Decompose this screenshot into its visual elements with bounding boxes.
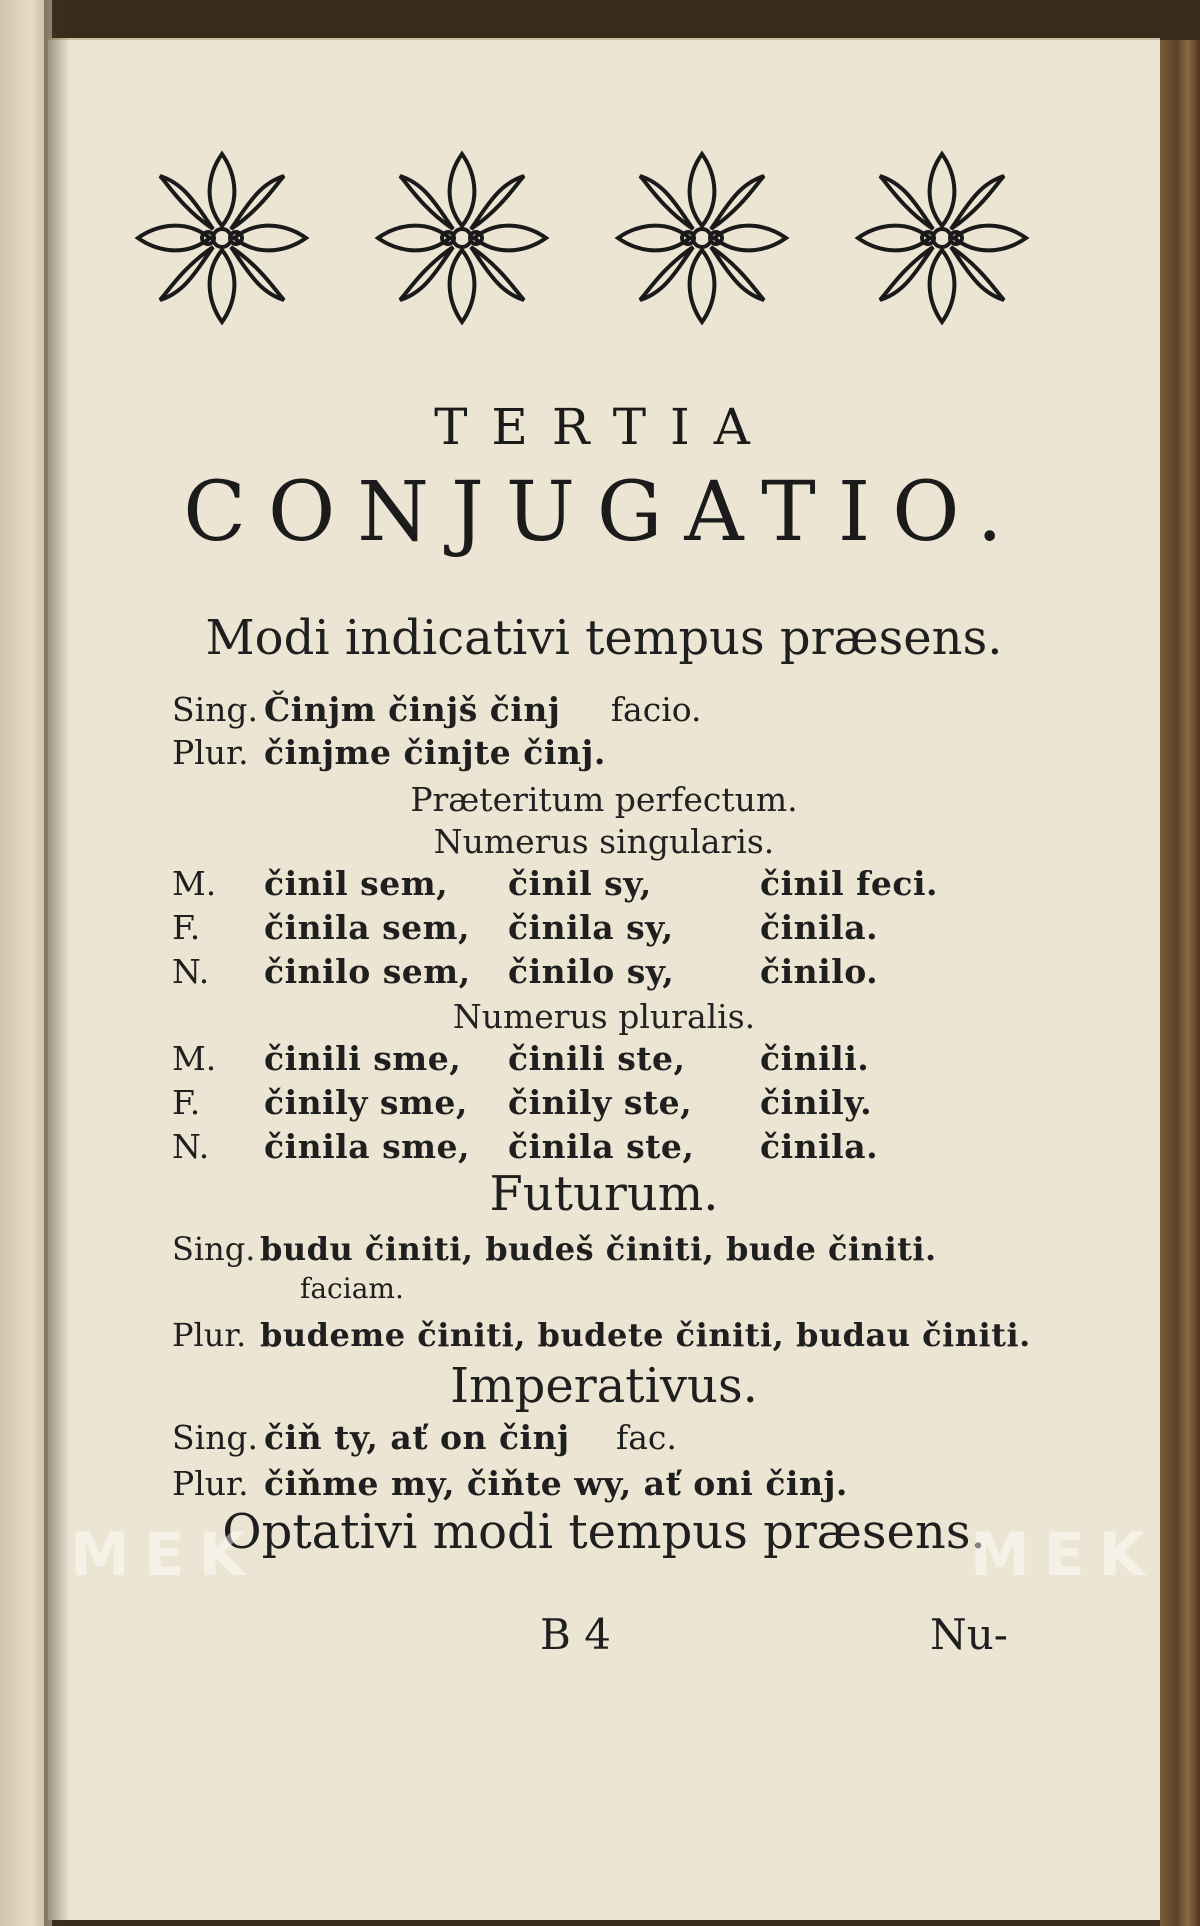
heading-optativus: Optativi modi tempus præsens. [222, 1504, 986, 1560]
form-col-1: činila sem, [264, 908, 471, 947]
perfect-row-n-sing [172, 952, 879, 991]
title-conjugatio: CONJUGATIO. [183, 465, 1025, 560]
form-col-3: činily. [760, 1083, 873, 1122]
form-col-3: činilo. [760, 952, 879, 991]
signature-mark: B 4 [540, 1610, 611, 1659]
row-label: F. [172, 1083, 201, 1122]
row-label: M. [172, 1039, 217, 1078]
latin-gloss: fac. [616, 1418, 677, 1457]
conjugation-forms: budeme činiti, budete činiti, budau činiti. [260, 1316, 1031, 1354]
conjugation-forms: čiňme my, čiňte wy, ať oni činj. [264, 1464, 848, 1503]
heading-indicative: Modi indicativi tempus præsens. [205, 610, 1003, 666]
futurum-sing-line [172, 1230, 937, 1268]
row-label: N. [172, 1127, 210, 1166]
perfect-row-f-plur [172, 1083, 873, 1122]
perfect-row-m-plur [172, 1039, 870, 1078]
form-col-1: činil sem, [264, 864, 449, 903]
rosette-ornament-icon [852, 148, 1032, 328]
imperativus-plur-line [172, 1464, 848, 1503]
row-label: Plur. [172, 1316, 247, 1354]
form-col-2: činila sy, [508, 908, 674, 947]
form-col-2: činily ste, [508, 1083, 693, 1122]
rosette-ornament-icon [372, 148, 552, 328]
conjugation-forms: čiň ty, ať on činj [264, 1418, 570, 1457]
perfect-row-n-plur [172, 1127, 879, 1166]
heading-singular: Numerus singularis. [433, 822, 775, 861]
form-col-3: činili. [760, 1039, 870, 1078]
row-label: Sing. [172, 1418, 259, 1457]
heading-plural: Numerus pluralis. [452, 997, 756, 1036]
futurum-plur-line [172, 1316, 1031, 1354]
form-col-2: činila ste, [508, 1127, 695, 1166]
watermark-right: MEK [970, 1520, 1160, 1590]
form-col-3: činila. [760, 908, 879, 947]
row-label: M. [172, 864, 217, 903]
form-col-1: činila sme, [264, 1127, 471, 1166]
row-label: F. [172, 908, 201, 947]
latin-gloss: facio. [610, 690, 702, 729]
indicative-sing-line [172, 690, 702, 729]
heading-perfect: Præteritum perfectum. [410, 780, 798, 819]
row-label: Plur. [172, 733, 249, 772]
futurum-gloss: faciam. [300, 1272, 404, 1305]
heading-futurum: Futurum. [489, 1166, 719, 1222]
perfect-row-f-sing [172, 908, 879, 947]
row-label: Sing. [172, 1230, 256, 1268]
row-label: N. [172, 952, 210, 991]
imperativus-sing-line [172, 1418, 677, 1457]
conjugation-forms: budu činiti, budeš činiti, bude činiti. [260, 1230, 937, 1268]
form-col-2: činilo sy, [508, 952, 675, 991]
ornament-band [132, 148, 1032, 338]
heading-imperativus: Imperativus. [450, 1358, 758, 1414]
watermark-left: MEK [70, 1520, 260, 1590]
form-col-1: činili sme, [264, 1039, 462, 1078]
form-col-2: činil sy, [508, 864, 652, 903]
title-tertia: TERTIA [434, 398, 774, 456]
row-label: Sing. [172, 690, 259, 729]
form-col-3: činila. [760, 1127, 879, 1166]
perfect-row-m-sing [172, 864, 938, 903]
book-cover-edge [1160, 40, 1200, 1926]
form-col-3: činil feci. [760, 864, 938, 903]
conjugation-forms: činjme činjte činj. [264, 733, 606, 772]
row-label: Plur. [172, 1464, 249, 1503]
spine-shadow [44, 0, 70, 1926]
conjugation-forms: Činjm činjš činj [264, 690, 561, 729]
catchword: Nu- [930, 1610, 1008, 1659]
form-col-2: činili ste, [508, 1039, 686, 1078]
rosette-ornament-icon [612, 148, 792, 328]
rosette-ornament-icon [132, 148, 312, 328]
form-col-1: činily sme, [264, 1083, 468, 1122]
indicative-plur-line [172, 733, 606, 772]
form-col-1: činilo sem, [264, 952, 471, 991]
